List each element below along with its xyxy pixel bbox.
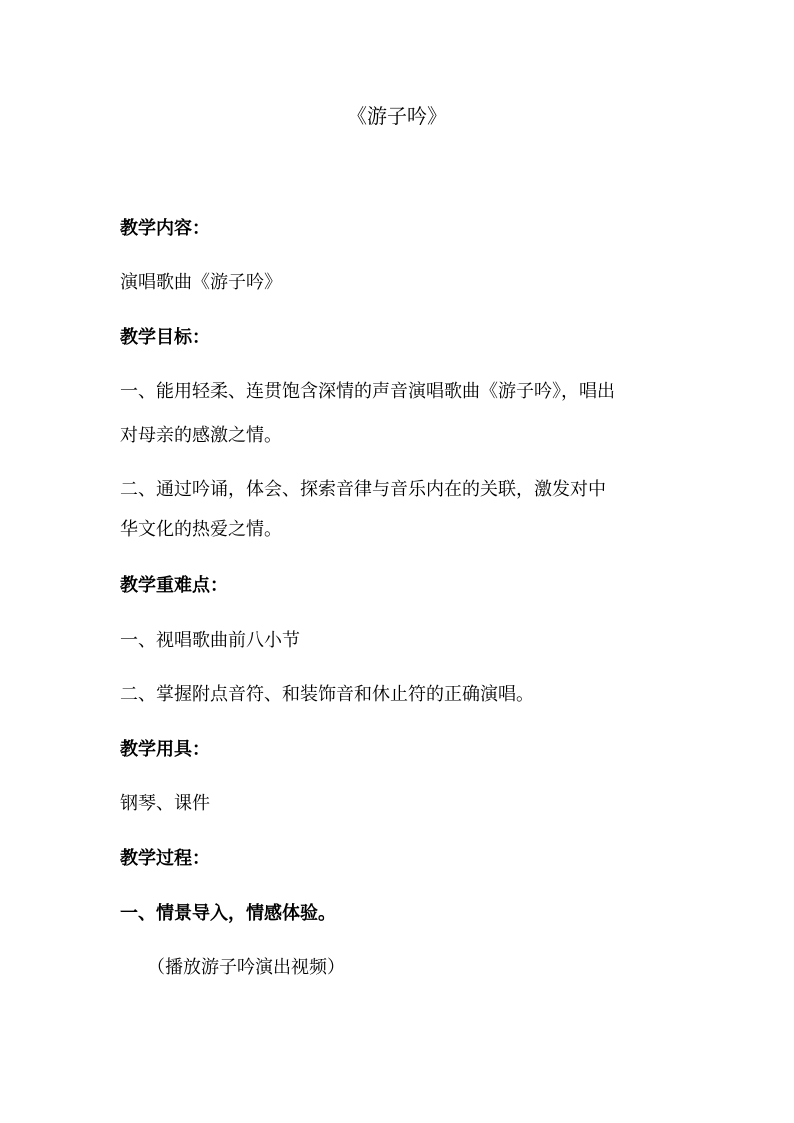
difficulty-2: 二、掌握附点音符、和装饰音和休止符的正确演唱。 bbox=[120, 684, 534, 705]
goal-1-line-2: 对母亲的感激之情。 bbox=[120, 425, 282, 446]
teaching-content-text: 演唱歌曲《游子吟》 bbox=[120, 272, 282, 293]
process-step-1-title: 一、情景导入，情感体验。 bbox=[120, 903, 336, 924]
document-title: 《游子吟》 bbox=[347, 104, 447, 128]
heading-teaching-content: 教学内容： bbox=[120, 218, 210, 239]
difficulty-1: 一、视唱歌曲前八小节 bbox=[120, 630, 300, 651]
heading-key-difficulties: 教学重难点： bbox=[120, 575, 228, 596]
goal-2-line-1: 二、通过吟诵，体会、探索音律与音乐内在的关联，激发对中 bbox=[120, 479, 606, 500]
goal-1-line-1: 一、能用轻柔、连贯饱含深情的声音演唱歌曲《游子吟》，唱出 bbox=[120, 381, 615, 402]
heading-teaching-process: 教学过程： bbox=[120, 848, 210, 869]
teaching-tools-text: 钢琴、课件 bbox=[120, 793, 210, 814]
heading-teaching-goals: 教学目标： bbox=[120, 327, 210, 348]
heading-teaching-tools: 教学用具： bbox=[120, 739, 210, 760]
goal-2-line-2: 华文化的热爱之情。 bbox=[120, 519, 282, 540]
process-step-1-note: （播放游子吟演出视频） bbox=[147, 957, 345, 978]
